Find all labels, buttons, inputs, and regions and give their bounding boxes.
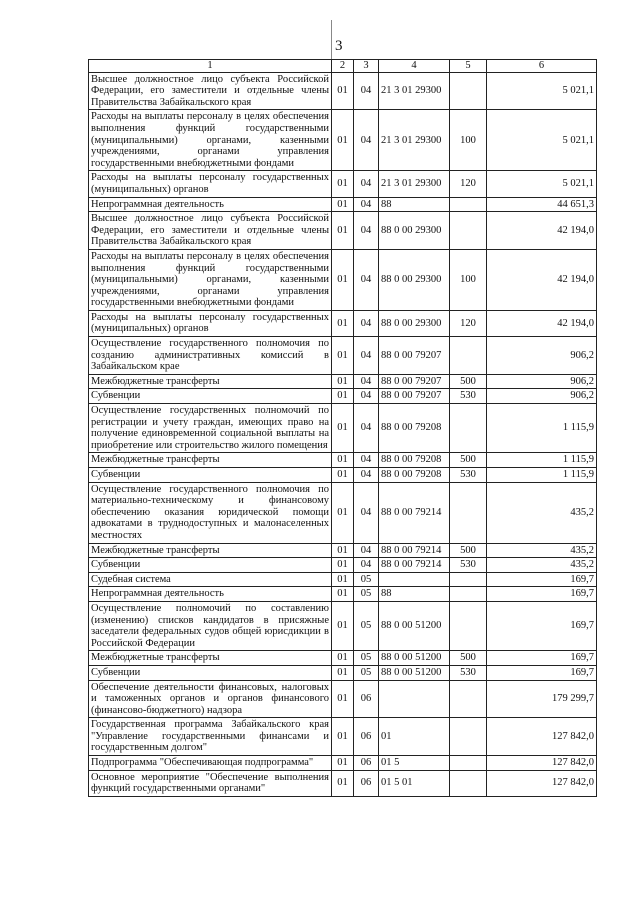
item-name-cell: Непрограммная деятельность	[89, 587, 332, 602]
table-row	[89, 770, 597, 796]
item-name-cell: Субвенции	[89, 389, 332, 404]
expense-type-cell	[450, 404, 487, 453]
subsection-code-cell: 04	[354, 482, 379, 543]
expense-type-cell	[450, 212, 487, 250]
subsection-code-cell: 05	[354, 651, 379, 666]
item-name-cell: Осуществление государственных полномочий по регистрации и учету граждан, имеющих право на получение единовременной социальной выплаты на приобретение или строительство жилого помещения	[89, 404, 332, 453]
item-name-cell: Межбюджетные трансферты	[89, 453, 332, 468]
target-article-cell: 88 0 00 29300	[379, 310, 450, 336]
section-code-cell: 01	[332, 572, 354, 587]
table-row	[89, 651, 597, 666]
subsection-code-cell: 05	[354, 601, 379, 650]
target-article-cell: 88 0 00 29300	[379, 249, 450, 310]
table-row	[89, 389, 597, 404]
subsection-code-cell: 04	[354, 171, 379, 197]
target-article-cell: 88	[379, 197, 450, 212]
target-article-cell	[379, 572, 450, 587]
item-name-cell: Высшее должностное лицо субъекта Российской Федерации, его заместители и отдельные члены Правительства Забайкальского края	[89, 212, 332, 250]
subsection-code-cell: 04	[354, 453, 379, 468]
target-article-cell: 88 0 00 79207	[379, 337, 450, 375]
subsection-code-cell: 06	[354, 680, 379, 718]
subsection-code-cell: 04	[354, 374, 379, 389]
section-code-cell: 01	[332, 587, 354, 602]
table-row	[89, 110, 597, 171]
target-article-cell: 21 3 01 29300	[379, 110, 450, 171]
subsection-code-cell: 06	[354, 718, 379, 756]
section-code-cell: 01	[332, 756, 354, 771]
table-row	[89, 601, 597, 650]
item-name-cell: Субвенции	[89, 665, 332, 680]
item-name-cell: Судебная система	[89, 572, 332, 587]
expense-type-cell	[450, 482, 487, 543]
expense-type-cell: 120	[450, 310, 487, 336]
target-article-cell: 88 0 00 29300	[379, 212, 450, 250]
target-article-cell: 88 0 00 79214	[379, 482, 450, 543]
header-cell: 6	[487, 60, 597, 73]
amount-cell: 42 194,0	[487, 249, 597, 310]
section-code-cell: 01	[332, 468, 354, 483]
item-name-cell: Субвенции	[89, 468, 332, 483]
subsection-code-cell: 04	[354, 310, 379, 336]
expense-type-cell	[450, 572, 487, 587]
item-name-cell: Осуществление государственного полномочия по созданию административных комиссий в Забайкальском крае	[89, 337, 332, 375]
expense-type-cell	[450, 587, 487, 602]
table-body	[89, 72, 597, 796]
table-row	[89, 587, 597, 602]
budget-table	[88, 59, 597, 797]
section-code-cell: 01	[332, 718, 354, 756]
item-name-cell: Расходы на выплаты персоналу государственных (муниципальных) органов	[89, 310, 332, 336]
target-article-cell	[379, 680, 450, 718]
section-code-cell: 01	[332, 558, 354, 573]
subsection-code-cell: 04	[354, 468, 379, 483]
item-name-cell: Непрограммная деятельность	[89, 197, 332, 212]
header-cell: 1	[89, 60, 332, 73]
section-code-cell: 01	[332, 453, 354, 468]
item-name-cell: Расходы на выплаты персоналу в целях обеспечения выполнения функций государственными (муниципальными) органами, казенными учреждениями, органами управления государственными внебюджетными фондами	[89, 110, 332, 171]
section-code-cell: 01	[332, 770, 354, 796]
subsection-code-cell: 06	[354, 756, 379, 771]
expense-type-cell: 100	[450, 110, 487, 171]
item-name-cell: Подпрограмма "Обеспечивающая подпрограмма"	[89, 756, 332, 771]
target-article-cell: 21 3 01 29300	[379, 72, 450, 110]
section-code-cell: 01	[332, 337, 354, 375]
expense-type-cell: 500	[450, 651, 487, 666]
table-row	[89, 572, 597, 587]
target-article-cell: 21 3 01 29300	[379, 171, 450, 197]
expense-type-cell: 120	[450, 171, 487, 197]
header-cell: 4	[379, 60, 450, 73]
table-row	[89, 212, 597, 250]
expense-type-cell: 500	[450, 543, 487, 558]
amount-cell: 1 115,9	[487, 468, 597, 483]
expense-type-cell	[450, 197, 487, 212]
item-name-cell: Высшее должностное лицо субъекта Российской Федерации, его заместители и отдельные члены Правительства Забайкальского края	[89, 72, 332, 110]
subsection-code-cell: 05	[354, 665, 379, 680]
expense-type-cell	[450, 718, 487, 756]
subsection-code-cell: 05	[354, 572, 379, 587]
target-article-cell: 01	[379, 718, 450, 756]
header-cell: 3	[354, 60, 379, 73]
expense-type-cell: 500	[450, 453, 487, 468]
table-row	[89, 310, 597, 336]
amount-cell: 127 842,0	[487, 718, 597, 756]
table-row	[89, 482, 597, 543]
item-name-cell: Субвенции	[89, 558, 332, 573]
amount-cell: 906,2	[487, 389, 597, 404]
section-code-cell: 01	[332, 374, 354, 389]
section-code-cell: 01	[332, 212, 354, 250]
amount-cell: 42 194,0	[487, 212, 597, 250]
table-row	[89, 718, 597, 756]
section-code-cell: 01	[332, 665, 354, 680]
header-cell: 2	[332, 60, 354, 73]
table-row	[89, 680, 597, 718]
amount-cell: 42 194,0	[487, 310, 597, 336]
table-row	[89, 374, 597, 389]
target-article-cell: 88 0 00 79214	[379, 558, 450, 573]
item-name-cell: Межбюджетные трансферты	[89, 651, 332, 666]
amount-cell: 169,7	[487, 651, 597, 666]
target-article-cell: 88 0 00 51200	[379, 665, 450, 680]
item-name-cell: Межбюджетные трансферты	[89, 374, 332, 389]
section-code-cell: 01	[332, 601, 354, 650]
subsection-code-cell: 04	[354, 197, 379, 212]
section-code-cell: 01	[332, 249, 354, 310]
header-cell: 5	[450, 60, 487, 73]
table-row	[89, 756, 597, 771]
target-article-cell: 88 0 00 79208	[379, 468, 450, 483]
expense-type-cell: 530	[450, 665, 487, 680]
target-article-cell: 01 5 01	[379, 770, 450, 796]
subsection-code-cell: 05	[354, 587, 379, 602]
amount-cell: 435,2	[487, 558, 597, 573]
table-row	[89, 558, 597, 573]
subsection-code-cell: 04	[354, 249, 379, 310]
amount-cell: 906,2	[487, 374, 597, 389]
item-name-cell: Межбюджетные трансферты	[89, 543, 332, 558]
subsection-code-cell: 04	[354, 389, 379, 404]
amount-cell: 44 651,3	[487, 197, 597, 212]
amount-cell: 5 021,1	[487, 171, 597, 197]
subsection-code-cell: 04	[354, 72, 379, 110]
section-code-cell: 01	[332, 543, 354, 558]
amount-cell: 179 299,7	[487, 680, 597, 718]
item-name-cell: Основное мероприятие "Обеспечение выполнения функций государственными органами"	[89, 770, 332, 796]
expense-type-cell	[450, 72, 487, 110]
target-article-cell: 88 0 00 51200	[379, 651, 450, 666]
target-article-cell: 88	[379, 587, 450, 602]
expense-type-cell	[450, 770, 487, 796]
section-code-cell: 01	[332, 110, 354, 171]
expense-type-cell	[450, 601, 487, 650]
table-row	[89, 468, 597, 483]
amount-cell: 127 842,0	[487, 756, 597, 771]
item-name-cell: Осуществление полномочий по составлению (изменению) списков кандидатов в присяжные заседатели федеральных судов общей юрисдикции в Российской Федерации	[89, 601, 332, 650]
section-code-cell: 01	[332, 389, 354, 404]
amount-cell: 169,7	[487, 572, 597, 587]
amount-cell: 5 021,1	[487, 72, 597, 110]
amount-cell: 906,2	[487, 337, 597, 375]
target-article-cell: 88 0 00 79208	[379, 404, 450, 453]
header-row	[89, 60, 597, 73]
section-code-cell: 01	[332, 197, 354, 212]
table-row	[89, 249, 597, 310]
amount-cell: 435,2	[487, 543, 597, 558]
expense-type-cell	[450, 337, 487, 375]
amount-cell: 169,7	[487, 665, 597, 680]
subsection-code-cell: 04	[354, 543, 379, 558]
subsection-code-cell: 04	[354, 558, 379, 573]
target-article-cell: 88 0 00 79207	[379, 374, 450, 389]
target-article-cell: 88 0 00 79214	[379, 543, 450, 558]
subsection-code-cell: 04	[354, 212, 379, 250]
target-article-cell: 88 0 00 79208	[379, 453, 450, 468]
table-row	[89, 171, 597, 197]
expense-type-cell	[450, 756, 487, 771]
table-row	[89, 453, 597, 468]
section-code-cell: 01	[332, 651, 354, 666]
item-name-cell: Расходы на выплаты персоналу в целях обеспечения выполнения функций государственными (муниципальными) органами, казенными учреждениями, органами управления государственными внебюджетными фондами	[89, 249, 332, 310]
table-row	[89, 337, 597, 375]
table-row	[89, 72, 597, 110]
expense-type-cell: 530	[450, 389, 487, 404]
table-row	[89, 665, 597, 680]
amount-cell: 5 021,1	[487, 110, 597, 171]
section-code-cell: 01	[332, 482, 354, 543]
item-name-cell: Осуществление государственного полномочия по материально-техническому и финансовому обеспечению оказания юридической помощи адвокатами в труднодоступных и малонаселенных местностях	[89, 482, 332, 543]
expense-type-cell: 530	[450, 468, 487, 483]
table-row	[89, 543, 597, 558]
expense-type-cell	[450, 680, 487, 718]
section-code-cell: 01	[332, 171, 354, 197]
amount-cell: 1 115,9	[487, 404, 597, 453]
subsection-code-cell: 04	[354, 110, 379, 171]
amount-cell: 169,7	[487, 601, 597, 650]
table-row	[89, 404, 597, 453]
target-article-cell: 01 5	[379, 756, 450, 771]
amount-cell: 169,7	[487, 587, 597, 602]
scan-mark	[331, 20, 332, 60]
subsection-code-cell: 06	[354, 770, 379, 796]
item-name-cell: Государственная программа Забайкальского края "Управление государственными финансами и государственным долгом"	[89, 718, 332, 756]
amount-cell: 1 115,9	[487, 453, 597, 468]
expense-type-cell: 500	[450, 374, 487, 389]
subsection-code-cell: 04	[354, 404, 379, 453]
expense-type-cell: 100	[450, 249, 487, 310]
section-code-cell: 01	[332, 72, 354, 110]
item-name-cell: Обеспечение деятельности финансовых, налоговых и таможенных органов и органов финансового (финансово-бюджетного) надзора	[89, 680, 332, 718]
section-code-cell: 01	[332, 310, 354, 336]
page-number: 3	[335, 38, 343, 54]
amount-cell: 127 842,0	[487, 770, 597, 796]
amount-cell: 435,2	[487, 482, 597, 543]
section-code-cell: 01	[332, 404, 354, 453]
table-row	[89, 197, 597, 212]
target-article-cell: 88 0 00 79207	[379, 389, 450, 404]
section-code-cell: 01	[332, 680, 354, 718]
item-name-cell: Расходы на выплаты персоналу государственных (муниципальных) органов	[89, 171, 332, 197]
target-article-cell: 88 0 00 51200	[379, 601, 450, 650]
expense-type-cell: 530	[450, 558, 487, 573]
subsection-code-cell: 04	[354, 337, 379, 375]
